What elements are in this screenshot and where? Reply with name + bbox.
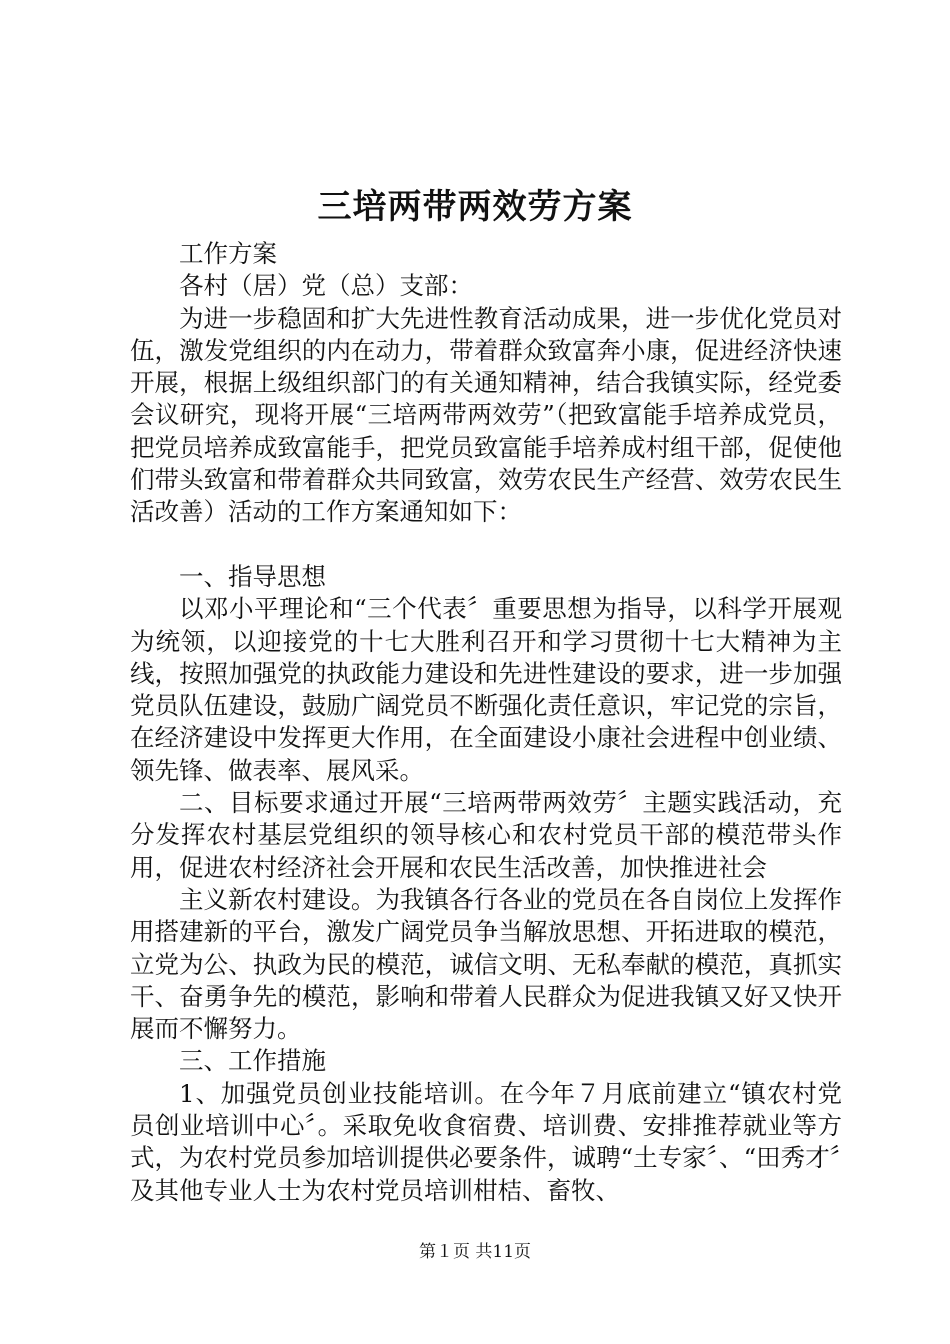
paragraph-measure-1: 1、加强党员创业技能培训。在今年７月底前建立“镇农村党员创业培训中心〞。采取免收食宿费、培训费、安排推荐就业等方式，为农村党员参加培训提供必要条件，诚聘“土专家〞、“田秀才〞及其他专业人士为农村党员培训柑桔、畜牧、 xyxy=(130,1078,842,1205)
section-heading-measures: 三、工作措施 xyxy=(179,1046,326,1076)
paragraph-subtitle: 工作方案 xyxy=(179,239,277,268)
document-body xyxy=(130,238,842,1207)
paragraph-intro: 为进一步稳固和扩大先进性教育活动成果，进一步优化党员对伍，激发党组织的内在动力，带着群众致富奔小康，促进经济快速开展，根据上级组织部门的有关通知精神，结合我镇实际，经党委会议研究，现将开展“三培两带两效劳”（把致富能手培养成党员，把党员培养成致富能手，把党员致富能手培养成村组干部，促使他们带头致富和带着群众共同致富，效劳农民生产经营、效劳农民生活改善）活动的工作方案通知如下： xyxy=(130,303,842,527)
paragraph-guiding-thought: 以邓小平理论和“三个代表〞重要思想为指导，以科学开展观为统领，以迎接党的十七大胜利召开和学习贯彻十七大精神为主线，按照加强党的执政能力建设和先进性建设的要求，进一步加强党员队伍建设，鼓励广阔党员不断强化责任意识，牢记党的宗旨，在经济建设中发挥更大作用，在全面建设小康社会进程中创业绩、领先锋、做表率、展风采。 xyxy=(130,594,842,785)
page-number-footer: 第１页 共11页 xyxy=(418,1242,532,1262)
section-heading-guiding-thought: 一、指导思想 xyxy=(179,561,326,591)
paragraph-salutation: 各村（居）党（总）支部： xyxy=(179,271,473,301)
document-title: 三培两带两效劳方案 xyxy=(317,187,633,227)
paragraph-goals: 二、目标要求通过开展“三培两带两效劳〞主题实践活动，充分发挥农村基层党组织的领导核心和农村党员干部的模范带头作用，促进农村经济社会开展和农民生活改善，加快推进社会 xyxy=(130,788,842,882)
paragraph-goals-continued: 主义新农村建设。为我镇各行各业的党员在各自岗位上发挥作用搭建新的平台，激发广阔党员争当解放思想、开拓进取的模范，立党为公、执政为民的模范，诚信文明、无私奉献的模范，真抓实干、奋勇争先的模范，影响和带着人民群众为促进我镇又好又快开展而不懈努力。 xyxy=(130,884,842,1044)
